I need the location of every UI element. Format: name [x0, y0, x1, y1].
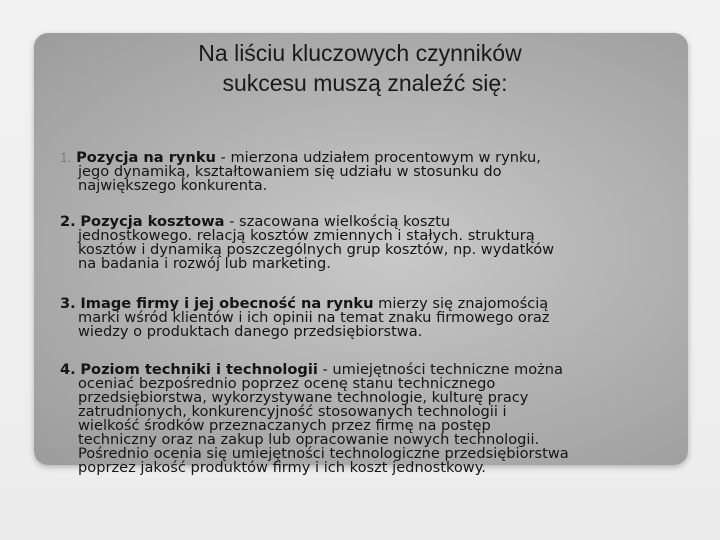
item-2-line-3: kosztów i dynamiką poszczególnych grup kosztów, np. wydatków — [78, 241, 555, 258]
item-1-line-3: największego konkurenta. — [78, 177, 268, 194]
item-2-line-1: - szacowana wielkością kosztu — [224, 213, 451, 230]
item-1-number: 1. — [60, 151, 72, 165]
item-4-line-7: Pośrednio ocenia się umiejętności technologiczne przedsiębiorstwa — [78, 445, 569, 462]
title-line-2: sukcesu muszą znaleźć się: — [222, 70, 508, 96]
item-4-line-3: przedsiębiorstwa, wykorzystywane technologie, kulturę pracy — [78, 389, 529, 406]
item-3-lead: Image firmy i jej obecność na rynku — [80, 295, 374, 312]
list-item-1 — [60, 151, 541, 193]
item-4-line-2: oceniać bezpośrednio poprzez ocenę stanu technicznego — [78, 375, 496, 392]
item-2-line-4: na badania i rozwój lub marketing. — [78, 255, 331, 272]
item-4-lead: Poziom techniki i technologii — [80, 361, 318, 378]
item-4-line-4: zatrudnionych, konkurencyjność stosowanych technologii i — [78, 403, 507, 420]
item-3-line-1: mierzy się znajomością — [373, 295, 549, 312]
item-3-line-3: wiedzy o produktach danego przedsiębiorstwa. — [78, 323, 423, 340]
list-item-2 — [60, 215, 554, 271]
item-3-line-2: marki wśród klientów i ich opinii na temat znaku firmowego oraz — [78, 309, 550, 326]
title-line-1: Na liściu kluczowych czynników — [198, 40, 522, 66]
item-4-line-8: poprzez jakość produktów firmy i ich koszt jednostkowy. — [78, 459, 486, 476]
item-1-line-1: - mierzona udziałem procentowym w rynku, — [215, 149, 541, 166]
item-2-line-2: jednostkowego. relacją kosztów zmiennych i stałych. strukturą — [78, 227, 535, 244]
list-item-3 — [60, 297, 549, 339]
item-1-line-2: jego dynamiką, kształtowaniem się udziału w stosunku do — [78, 163, 502, 180]
item-4-line-1: - umiejętności techniczne można — [317, 361, 563, 378]
slide-title — [0, 38, 720, 98]
item-1-lead: Pozycja na rynku — [76, 149, 216, 166]
list-item-4 — [60, 363, 569, 475]
item-4-line-6: techniczny oraz na zakup lub opracowanie nowych technologii. — [78, 431, 540, 448]
item-4-number: 4. — [60, 361, 76, 378]
item-4-line-5: wielkość środków przeznaczanych przez firmę na postęp — [78, 417, 491, 434]
item-2-lead: Pozycja kosztowa — [80, 213, 225, 230]
item-3-number: 3. — [60, 295, 76, 312]
item-2-number: 2. — [60, 213, 76, 230]
